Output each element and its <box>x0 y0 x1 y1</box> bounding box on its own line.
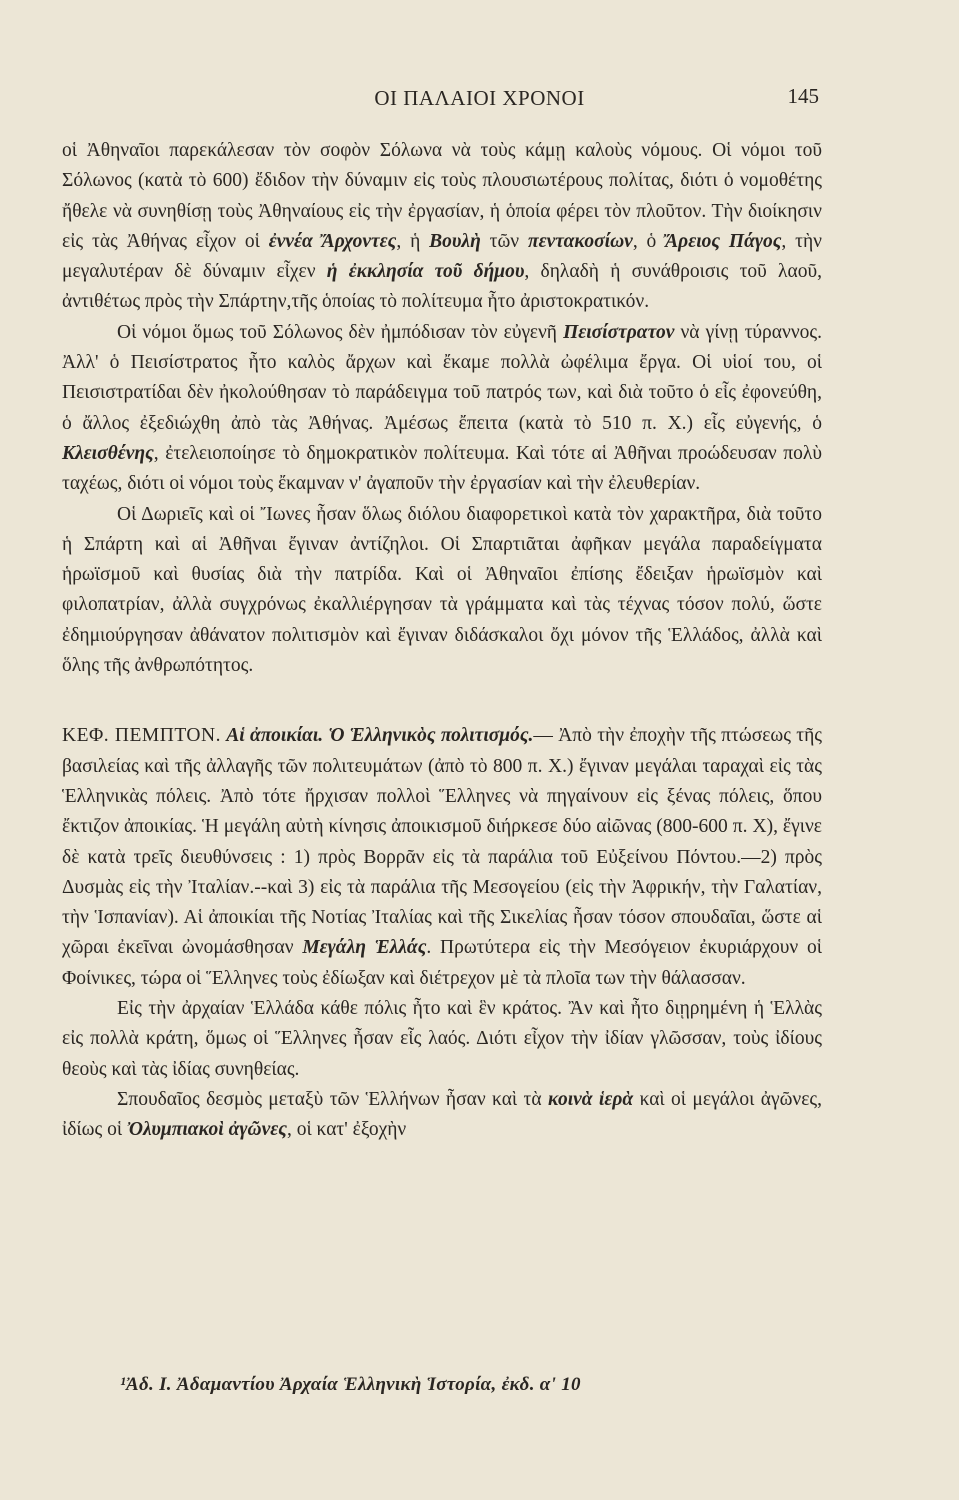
text-run: καὶ οἱ μεγάλοι ἀγῶνες, ἰδίως οἱ <box>62 1088 822 1141</box>
text-run: Ἀπὸ τὴν ἐποχὴν τῆς πτώσεως τῆς βασιλείας καὶ τῆς ἀλλαγῆς τῶν πολιτευμάτων (ἀπὸ τὸ 800 π. Χ.) ἔγιναν μεγάλαι ταραχαὶ εἰς τὰς Ἑλληνικὰς πόλεις. Ἀπὸ τότε ἤρχισαν πολλοὶ Ἕλληνες νὰ πηγαίνουν εἰς ξένας πόλεις, ὅπου ἔκτιζον ἀποικίας. Ἡ μεγάλη αὐτὴ κίνησις ἀποικισμοῦ διήρκεσε δύο αἰῶνας (800-600 π. Χ), ἔγινε δὲ κατὰ τρεῖς διευθύνσεις : 1) πρὸς Βορρᾶν εἰς τὰ παράλια τοῦ Εὐξείνου Πόντου.—2) πρὸς Δυσμὰς εἰς τὴν Ἰταλίαν.--καὶ 3) εἰς τὰ παράλια τῆς Μεσογείου (εἰς τὴν Ἀφρικήν, τὴν Γαλατίαν, τὴν Ἱσπανίαν). Αἱ ἀποικίαι τῆς Νοτίας Ἰταλίας καὶ τῆς Σικελίας ἦσαν τόσον σπουδαῖαι, ὥστε αἱ χῶραι ἐκεῖναι ὠνομάσθησαν <box>62 725 823 959</box>
emphasis-kleisthenes: Κλεισθένης <box>62 442 154 464</box>
text-run: , τὴν μεγαλυτέραν δὲ δύναμιν εἶχεν <box>62 230 822 283</box>
text-run: νὰ γίνῃ τύραννος. Ἀλλ' ὁ Πεισίστρατος ἦτο καλὸς ἄρχων καὶ ἔκαμε πολλὰ ὠφέλιμα ἔργα. Οἱ υἱοί του, οἱ Πεισιστρατίδαι δὲν ἠκολούθησαν τὸ παράδειγμα τοῦ πατρός των, καὶ διὰ τοῦτο ὁ εἷς ἐφονεύθη, ὁ ἄλλος ἐξεδιώχθη ἀπὸ τὰς Ἀθήνας. Ἀμέσως ἔπειτα (κατὰ τὸ 510 π. Χ.) εἷς εὐγενής, ὁ <box>62 321 822 434</box>
page-header <box>0 84 959 124</box>
emphasis-megale-hellas: Μεγάλη Ἑλλάς <box>302 937 427 959</box>
running-title: ΟΙ ΠΑΛΑΙΟΙ ΧΡΟΝΟΙ <box>374 86 585 110</box>
body-text <box>62 136 822 1146</box>
chapter-title: Αἱ ἀποικίαι. Ὁ Ἑλληνικὸς πολιτισμός. <box>226 725 534 747</box>
text-run: , ἡ <box>396 230 430 252</box>
paragraph-dorians-ionians: Οἱ Δωριεῖς καὶ οἱ Ἴωνες ἦσαν ὅλως διόλου διαφορετικοὶ κατὰ τὸν χαρακτῆρα, διὰ τοῦτο ἡ Σπάρτη καὶ αἱ Ἀθῆναι ἔγιναν ἀντίζηλοι. Οἱ Σπαρτιᾶται ἀφῆκαν μεγάλα παραδείγματα ἡρωϊσμοῦ καὶ θυσίας διὰ τὴν πατρίδα. Καὶ οἱ Ἀθηναῖοι ἐπίσης ἔδειξαν ἡρωϊσμὸν καὶ φιλοπατρίαν, ἀλλὰ συγχρόνως ἐκαλλιέργησαν τὰ γράμματα καὶ τὰς τέχνας τόσον πολύ, ὥστε ἐδημιούργησαν ἀθάνατον πολιτισμὸν καὶ ἔγιναν διδάσκαλοι ὄχι μόνον τῆς Ἑλλάδος, ἀλλὰ καὶ ὅλης τῆς ἀνθρωπότητος. <box>62 503 822 677</box>
text-run: Σπουδαῖος δεσμὸς μεταξὺ τῶν Ἑλλήνων ἦσαν καὶ τὰ <box>117 1088 548 1110</box>
text-run: οἱ Ἀθηναῖοι παρεκάλεσαν τὸν σοφὸν Σόλωνα νὰ τοὺς κάμῃ καλοὺς νόμους. Οἱ νόμοι τοῦ Σόλωνος (κατὰ τὸ 600) ἔδιδον τὴν δύναμιν εἰς τοὺς πλουσιωτέρους πολίτας, διότι ὁ νομοθέτης ἤθελε νὰ συνηθίσῃ τοὺς Ἀθηναίους εἰς τὴν ἐργασίαν, ἡ ὁποία φέρει τὸν πλοῦτον. Τὴν διοίκησιν εἰς τὰς Ἀθήνας εἶχον οἱ <box>62 140 822 252</box>
emphasis-five-hundred: πεντακοσίων <box>527 230 633 252</box>
emphasis-peisistratos: Πεισίστρατον <box>563 321 675 343</box>
text-run: , οἱ κατ' ἐξοχὴν <box>286 1119 407 1141</box>
text-run: τῶν <box>480 230 528 252</box>
text-run: . Πρωτύτερα εἰς τὴν Μεσόγειον ἐκυριάρχουν οἱ Φοίνικες, τώρα οἱ Ἕλληνες τοὺς ἐδίωξαν καὶ διέτρεχον μὲ τὰ πλοῖα των τὴν θάλασσαν. <box>62 937 822 989</box>
paragraph-peisistratos <box>62 318 822 500</box>
emphasis-olympic-games: Ὀλυμπιακοὶ ἀγῶνες <box>126 1119 287 1141</box>
emphasis-areios-pagos: Ἄρειος Πάγος <box>665 230 782 252</box>
text-run: — <box>533 725 553 747</box>
emphasis-ekklesia: ἡ ἐκκλησία τοῦ δήμου <box>326 261 525 283</box>
text-run: , ὁ <box>632 230 666 252</box>
text-run: , δηλαδὴ ἡ συνάθροισις τοῦ λαοῦ, ἀντιθέτως πρὸς τὴν Σπάρτην,τῆς ὁποίας τὸ πολίτευμα ἦτο ἀριστοκρατικόν. <box>62 261 822 313</box>
emphasis-nine-archons: ἐννέα Ἄρχοντες <box>268 230 397 252</box>
emphasis-koina-iera: κοινὰ ἱερὰ <box>547 1088 634 1110</box>
page-number: 145 <box>787 84 819 108</box>
paragraph-chapter-five <box>62 721 822 994</box>
text-run: , ἐτελειοποίησε τὸ δημοκρατικὸν πολίτευμα. Καὶ τότε αἱ Ἀθῆναι προώδευσαν πολὺ ταχέως, διότι οἱ νόμοι τοὺς ἔκαμναν ν' ἀγαποῦν τὴν ἐργασίαν καὶ τὴν ἐλευθερίαν. <box>62 442 822 495</box>
chapter-label: ΚΕΦ. ΠΕΜΠΤΟΝ. <box>62 725 221 747</box>
footnote: ¹Ἀδ. Ι. Ἀδαμαντίου Ἀρχαία Ἑλληνικὴ Ἱστορία, ἐκδ. α' 10 <box>120 1374 581 1395</box>
emphasis-boule: Βουλὴ <box>429 230 481 252</box>
paragraph-city-states: Εἰς τὴν ἀρχαίαν Ἑλλάδα κάθε πόλις ἦτο καὶ ἓν κράτος. Ἂν καὶ ἦτο διῃρημένη ἡ Ἑλλὰς εἰς πολλὰ κράτη, ὅμως οἱ Ἕλληνες ἦσαν εἷς λαός. Διότι εἶχον τὴν ἰδίαν γλῶσσαν, τοὺς ἰδίους θεοὺς καὶ τὰς ἰδίας συνηθείας. <box>62 998 822 1080</box>
paragraph-common-bonds <box>62 1085 822 1146</box>
paragraph-solon-laws <box>62 136 822 318</box>
text-run: Οἱ νόμοι ὅμως τοῦ Σόλωνος δὲν ἠμπόδισαν τὸν εὐγενῆ <box>117 321 564 343</box>
